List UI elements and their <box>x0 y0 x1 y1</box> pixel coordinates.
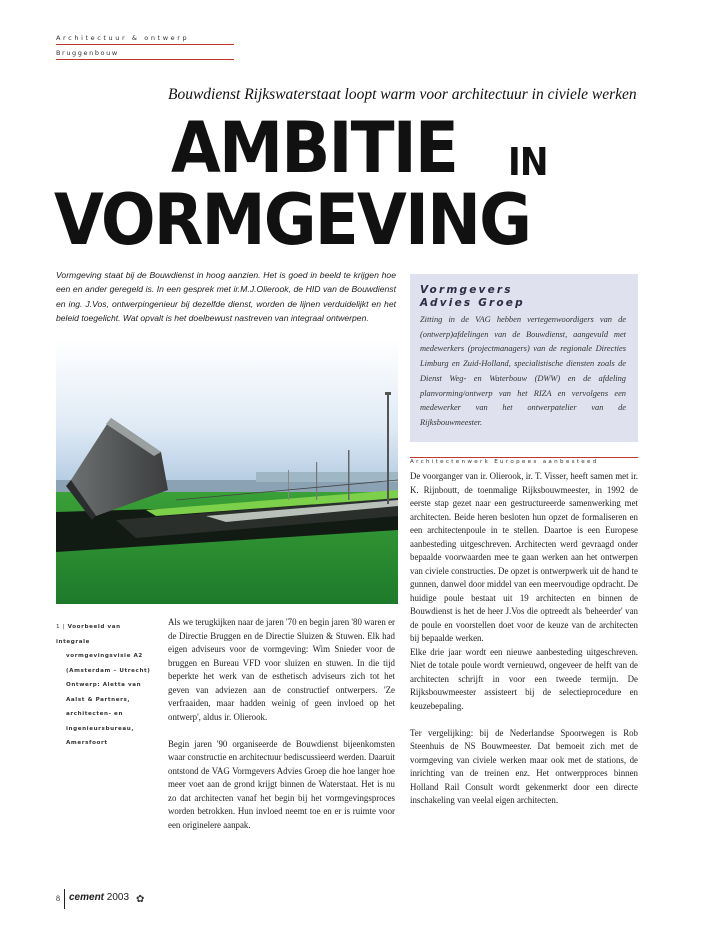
middle-paragraph-1: Als we terugkijken naar de jaren '70 en begin jaren '80 waren er de Directie Bruggen en de Directie Sluizen & Stuwen. Elk had eigen adviseurs voor de vormgeving: Wim Snieder voor de bruggen en Bureau VFD voor sluizen en stuwen. In die tijd beperkte het werk van de esthetisch adviseurs zich tot het geven van adviezen aan de constructief ontwerpers. 'Ze verfraaiden, maar hadden weinig of geen invloed op het ontwerp', aldus ir. Olierook. <box>168 617 395 722</box>
caption-line-7: ingenieursbureau, <box>66 725 135 732</box>
caption-line-3: (Amsterdam – Utrecht) <box>66 667 151 674</box>
caption-line-1: 1 | Voorbeeld van integrale <box>56 624 121 645</box>
headline-ambitie: AMBITIE <box>171 107 457 189</box>
article-intro: Vormgeving staat bij de Bouwdienst in hoog aanzien. Het is goed in beeld te krijgen hoe een en ander geregeld is. In een gesprek met ir.M.J.Olierook, de HID van de Bouwdienst en ing. J.Vos, ontwerpingenieur bij dezelfde dienst, worden de lijnen verduidelijkt en het beleid toegelicht. Wat opvalt is het doelbewust nastreven van integraal ontwerpen. <box>56 270 396 324</box>
right-column-subhead: Architectenwerk Europees aanbesteed <box>410 457 638 465</box>
caption-line-5: Aalst & Partners, <box>66 696 131 703</box>
page-number: 8 <box>56 894 60 903</box>
caption-line-2: vormgevingsvisie A2 <box>66 653 143 659</box>
right-column <box>410 470 638 808</box>
sidebar-box <box>410 274 638 442</box>
header-divider <box>56 44 234 45</box>
magazine-name: cement 2003 <box>69 892 130 903</box>
middle-paragraph-2: Begin jaren '90 organiseerde de Bouwdienst bijeenkomsten waar constructie en architectuur bediscussieerd werden. Daaruit ontstond de VAG Vormgevers Advies Groep die hoe langer hoe meer voet aan de grond krijgt binnen de Waterstaat. Het is nu zo dat architecten vanaf het begin bij het vormgevingsproces worden betrokken. Hun invloed neemt toe en er is ruimte voor een originelere aanpak. <box>168 738 395 830</box>
caption-line-6: architecten- en <box>66 711 124 717</box>
header-divider-2 <box>56 59 234 60</box>
section-subtitle: Bruggenbouw <box>56 49 119 57</box>
headline-vormgeving: VORMGEVING <box>54 179 531 261</box>
footer-divider <box>64 889 65 909</box>
highway-rendering-image <box>56 340 398 604</box>
flower-logo-icon: ✿ <box>136 894 145 905</box>
image-caption <box>56 620 156 751</box>
caption-line-4: Ontwerp: Aletta van <box>66 682 142 688</box>
sidebar-body: Zitting in de VAG hebben vertegenwoordigers van de (ontwerp)afdelingen van de Bouwdienst, aangevuld met medewerkers (projectmanagers) van de regionale Directies Limburg en Zuid-Holland, specialistische diensten zoals de Dienst Weg- en Waterbouw (DWW) en de afdeling planvorming/ontwerp van het RIZA en vervolgens een medewerker van het ontwerpatelier van de Rijksbouwmeester. <box>420 315 626 427</box>
caption-line-8: Amersfoort <box>66 740 108 746</box>
article-kicker: Bouwdienst Rijkswaterstaat loopt warm voor architectuur in civiele werken <box>168 86 637 103</box>
sidebar-title-line2: Advies Groep <box>420 297 525 309</box>
sidebar-title-line1: Vormgevers <box>420 284 513 296</box>
right-paragraph-3: Ter vergelijking: bij de Nederlandse Spoorwegen is Rob Steenhuis de NS Bouwmeester. Dat bemoeit zich met de vormgeving van civiele werken maar ook met de stations, de inrichting van de treinen enz. Het ontwerpproces binnen Holland Rail Consult wordt gekenmerkt door een directe inschakeling van veelal eigen architecten. <box>410 727 638 805</box>
section-title: Architectuur & ontwerp <box>56 34 190 42</box>
headline-in: IN <box>508 140 548 184</box>
middle-column <box>168 616 395 832</box>
right-paragraph-2: Elke drie jaar wordt een nieuwe aanbesteding uitgeschreven. Niet de totale poule wordt vernieuwd, ongeveer de helft van de architecten schrijft in voor een tweede termijn. De Rijksbouwmeester assisteert bij de selectieprocedure en keuzebepaling. <box>410 646 638 711</box>
right-paragraph-1: De voorganger van ir. Olierook, ir. T. Visser, heeft samen met ir. K. Rijnboutt, de toenmalige Rijksbouwmeester, in 1992 de eerste stap gezet naar een gestructureerde samenwerking met architecten. Beide heren besloten hun opzet de formaliseren en een architectenpoule in te stellen. Daartoe is een Europese aanbesteding uitgeschreven. Architecten werd gevraagd onder bepaalde voorwaarden mee te gaan werken aan het ontwerpen van civiele constructies. De opzet is ontwerpwerk uit de hand te gunnen, danwel door middel van een meervoudige opdracht. De huidige poule bestaat uit 19 architecten en binnen de Bouwdienst is het de heer J.Vos die optreedt als 'beheerder' van de poule en voorstellen doet voor de keuze van de architecten bij bepaalde werken. <box>410 471 638 643</box>
